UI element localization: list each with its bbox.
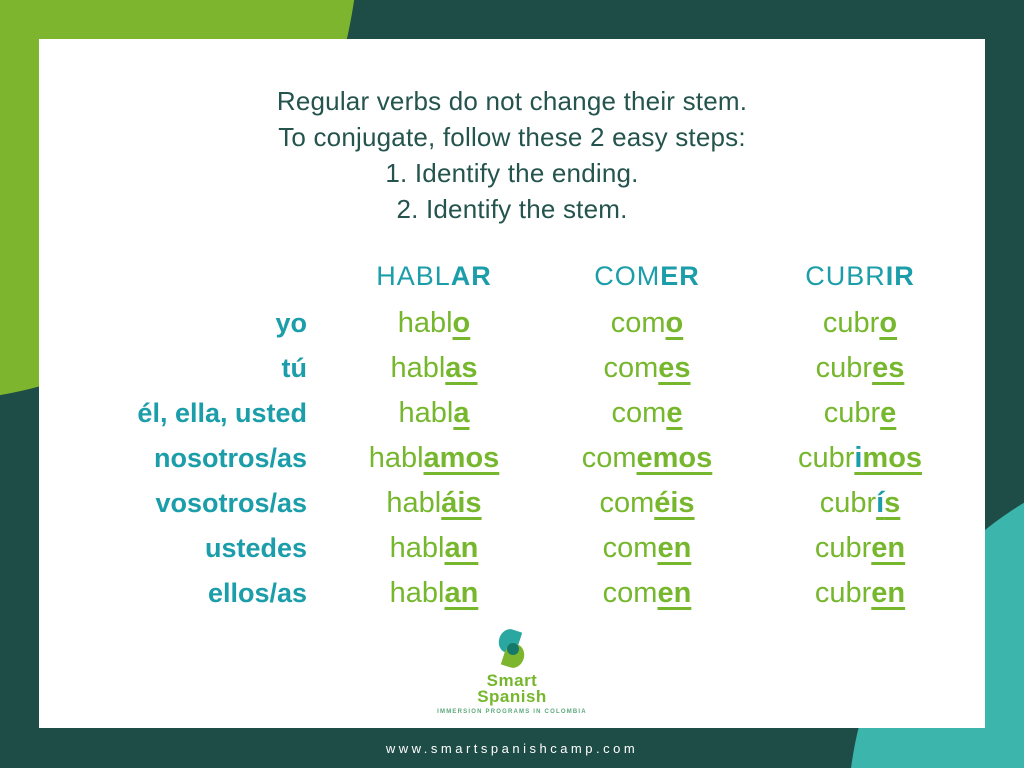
conjugated-form xyxy=(735,532,985,565)
form-ending xyxy=(453,397,469,429)
ending-letters: mos xyxy=(862,442,923,474)
form-stem: com xyxy=(610,307,666,339)
pronoun-label: tú xyxy=(281,353,307,383)
form-ending xyxy=(657,577,691,609)
form-ending xyxy=(441,487,481,519)
ending-letters: es xyxy=(872,352,905,384)
conjugated-form xyxy=(559,307,735,340)
conjugation-row xyxy=(39,391,985,436)
conjugated-form xyxy=(309,307,559,340)
form-stem: habl xyxy=(368,442,424,474)
ending-letters: e xyxy=(666,397,683,429)
instruction-line-2: To conjugate, follow these 2 easy steps: xyxy=(278,122,746,152)
conjugated-form xyxy=(309,487,559,520)
conjugated-form xyxy=(309,352,559,385)
verb-ending-label: AR xyxy=(450,260,492,291)
form-ending xyxy=(871,577,905,609)
conjugated-form xyxy=(735,577,985,610)
ending-letters: en xyxy=(871,577,906,609)
form-stem: habl xyxy=(386,487,442,519)
form-stem: com xyxy=(599,487,655,519)
ending-letters: o xyxy=(879,307,898,339)
ending-letters: an xyxy=(444,532,479,564)
conjugated-form xyxy=(559,577,735,610)
pronoun-label: ustedes xyxy=(204,533,307,563)
form-stem: habl xyxy=(390,352,446,384)
ending-letters: áis xyxy=(441,487,482,519)
verb-header-cubrir xyxy=(735,261,985,292)
logo-text-smart: Smart xyxy=(486,671,538,690)
form-stem: habl xyxy=(389,577,445,609)
form-ending xyxy=(879,307,897,339)
instruction-line-4: 2. Identify the stem. xyxy=(396,194,628,224)
conjugated-form xyxy=(735,487,985,520)
verb-header-hablar xyxy=(309,261,559,292)
footer-url: www.smartspanishcamp.com xyxy=(385,740,639,756)
form-ending xyxy=(424,442,500,474)
ending-letters: s xyxy=(884,487,901,519)
conjugation-table xyxy=(39,251,985,616)
verb-header-row xyxy=(39,251,985,301)
pronoun-label: él, ella, usted xyxy=(137,398,307,428)
leaf-overlap-shape xyxy=(507,643,519,655)
form-stem: com xyxy=(602,577,658,609)
conjugation-row xyxy=(39,571,985,616)
ending-letters: o xyxy=(452,307,471,339)
form-stem: cubr xyxy=(814,577,872,609)
form-ending xyxy=(872,352,904,384)
verb-stem-label: HABL xyxy=(376,260,451,291)
form-stem: cubr xyxy=(814,532,872,564)
content-card xyxy=(39,39,985,728)
ending-letters: en xyxy=(657,577,692,609)
ending-letters: en xyxy=(657,532,692,564)
ending-letters: as xyxy=(445,352,478,384)
verb-stem-label: COM xyxy=(594,260,661,291)
pronoun-label: yo xyxy=(275,308,307,338)
conjugation-row xyxy=(39,526,985,571)
form-stem: com xyxy=(611,397,667,429)
pronoun-label: nosotros/as xyxy=(153,443,307,473)
ending-letters: a xyxy=(453,397,470,429)
conjugated-form xyxy=(735,442,985,475)
verb-header-comer xyxy=(559,261,735,292)
logo-tagline: IMMERSION PROGRAMS IN COLOMBIA xyxy=(437,709,587,715)
form-stem: cubr xyxy=(797,442,855,474)
ending-letters: o xyxy=(665,307,684,339)
form-ending xyxy=(854,442,922,474)
conjugated-form xyxy=(735,397,985,430)
instruction-line-1: Regular verbs do not change their stem. xyxy=(276,86,748,116)
verb-stem-label: CUBR xyxy=(805,260,886,291)
form-ending xyxy=(880,397,896,429)
conjugated-form xyxy=(309,442,559,475)
form-ending xyxy=(666,397,682,429)
conjugated-form xyxy=(559,487,735,520)
form-ending xyxy=(444,532,478,564)
form-stem: cubr xyxy=(815,352,873,384)
conjugated-form xyxy=(735,307,985,340)
verb-ending-label: ER xyxy=(660,260,700,291)
conjugated-form xyxy=(735,352,985,385)
form-stem: cubr xyxy=(822,307,880,339)
ending-letters: es xyxy=(658,352,691,384)
conjugation-row xyxy=(39,481,985,526)
form-ending xyxy=(876,487,900,519)
ending-letters: e xyxy=(880,397,897,429)
logo-text-spanish: Spanish xyxy=(477,687,547,706)
form-stem: cubr xyxy=(819,487,877,519)
conjugated-form xyxy=(559,352,735,385)
form-ending xyxy=(637,442,713,474)
instructions-block xyxy=(39,83,985,227)
form-stem: habl xyxy=(397,307,453,339)
ending-letters: emos xyxy=(636,442,713,474)
conjugation-row xyxy=(39,436,985,481)
leaf-logo-icon xyxy=(494,629,530,671)
conjugated-form xyxy=(309,397,559,430)
form-stem: habl xyxy=(389,532,445,564)
conjugation-row xyxy=(39,346,985,391)
form-ending xyxy=(445,352,477,384)
pronoun-label: vosotros/as xyxy=(155,488,307,518)
ending-letters: amos xyxy=(423,442,500,474)
instruction-line-3: 1. Identify the ending. xyxy=(385,158,639,188)
form-stem: com xyxy=(603,352,659,384)
ending-highlight-letter: i xyxy=(854,442,863,474)
conjugated-form xyxy=(309,532,559,565)
form-ending xyxy=(453,307,471,339)
ending-letters: en xyxy=(871,532,906,564)
pronoun-label: ellos/as xyxy=(207,578,307,608)
form-stem: cubr xyxy=(823,397,881,429)
conjugation-row xyxy=(39,301,985,346)
form-ending xyxy=(654,487,694,519)
form-stem: com xyxy=(581,442,637,474)
conjugated-form xyxy=(559,532,735,565)
form-ending xyxy=(666,307,684,339)
form-ending xyxy=(658,352,690,384)
verb-ending-label: IR xyxy=(885,260,915,291)
conjugated-form xyxy=(309,577,559,610)
conjugated-form xyxy=(559,442,735,475)
form-stem: habl xyxy=(398,397,454,429)
form-stem: com xyxy=(602,532,658,564)
ending-highlight-letter: í xyxy=(876,487,885,519)
form-ending xyxy=(657,532,691,564)
brand-logo xyxy=(39,629,985,715)
form-ending xyxy=(871,532,905,564)
ending-letters: éis xyxy=(654,487,695,519)
conjugated-form xyxy=(559,397,735,430)
ending-letters: an xyxy=(444,577,479,609)
form-ending xyxy=(444,577,478,609)
